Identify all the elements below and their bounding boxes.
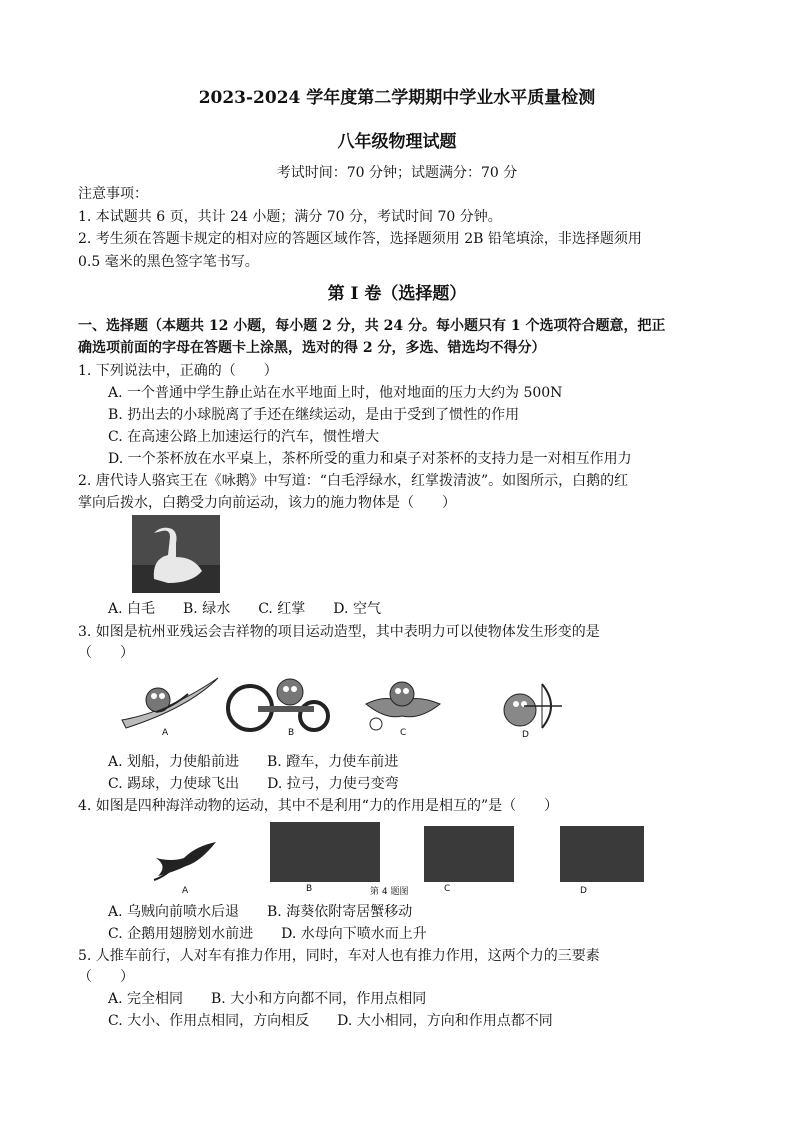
notice-line-2: 2. 考生须在答题卡规定的相对应的答题区域作答，选择题须用 2B 铅笔填涂，非选择题须用 <box>78 231 642 247</box>
q1-option-b: B. 扔出去的小球脱离了手还在继续运动，是由于受到了惯性的作用 <box>108 407 520 423</box>
q4-label-b: B <box>306 884 313 894</box>
q1-option-d: D. 一个茶杯放在水平桌上，茶杯所受的重力和桌子对茶杯的支持力是一对相互作用力 <box>108 451 632 467</box>
mascot-rowing-image <box>118 672 222 734</box>
jellyfish-photo <box>560 826 644 882</box>
notice-line-1: 1. 本试题共 6 页，共计 24 小题；满分 70 分，考试时间 70 分钟。 <box>78 209 502 225</box>
goose-photo <box>132 515 220 593</box>
q4-label-d: D <box>580 886 587 896</box>
q3-label-b: B <box>288 728 295 738</box>
exam-title: 2023-2024 学年度第二学期期中学业水平质量检测 <box>198 88 596 108</box>
section-title: 第 I 卷（选择题） <box>327 284 467 304</box>
q3-options-row-2: C. 踢球，力使球飞出 D. 拉弓，力使弓变弯 <box>108 776 399 792</box>
q3-label-d: D <box>522 730 529 740</box>
q3-label-a: A <box>162 728 169 738</box>
q2-options: A. 白毛 B. 绿水 C. 红掌 D. 空气 <box>108 601 381 617</box>
q4-options-row-1: A. 乌贼向前喷水后退 B. 海葵依附寄居蟹移动 <box>108 904 413 920</box>
q3-stem-1: 3. 如图是杭州亚残运会吉祥物的项目运动造型，其中表明力可以使物体发生形变的是 <box>78 624 600 640</box>
q4-figure-caption: 第 4 题图 <box>370 887 409 897</box>
q1-option-c: C. 在高速公路上加速运行的汽车，惯性增大 <box>108 429 380 445</box>
notice-line-2-cont: 0.5 毫米的黑色签字笔书写。 <box>78 254 259 270</box>
q4-label-c: C <box>444 884 451 894</box>
q3-label-c: C <box>400 728 407 738</box>
q1-stem: 1. 下列说法中，正确的（ ） <box>78 363 278 379</box>
q2-stem-1: 2. 唐代诗人骆宾王在《咏鹅》中写道：“白毛浮绿水，红掌拨清波”。如图所示，白鹅的红 <box>78 473 629 489</box>
section-instructions-2: 确选项前面的字母在答题卡上涂黑，选对的得 2 分，多选、错选均不得分） <box>78 340 546 356</box>
q3-stem-2: （ ） <box>78 645 134 661</box>
section-instructions-1: 一、选择题（本题共 12 小题，每小题 2 分，共 24 分。每小题只有 1 个选项符合题意，把正 <box>78 318 666 334</box>
q5-options-row-1: A. 完全相同 B. 大小和方向都不同，作用点相同 <box>108 991 427 1007</box>
q4-stem: 4. 如图是四种海洋动物的运动，其中不是利用“力的作用是相互的”是（ ） <box>78 798 559 814</box>
penguin-photo <box>424 826 514 882</box>
q5-options-row-2: C. 大小、作用点相同，方向相反 D. 大小相同，方向和作用点都不同 <box>108 1013 553 1029</box>
q2-stem-2: 掌向后拨水，白鹅受力向前运动，该力的施力物体是（ ） <box>78 495 456 511</box>
mascot-wheelchair-image <box>222 676 338 734</box>
q5-stem-1: 5. 人推车前行，人对车有推力作用，同时，车对人也有推力作用，这两个力的三要素 <box>78 948 600 964</box>
q4-label-a: A <box>182 886 189 896</box>
notice-heading: 注意事项： <box>78 186 148 202</box>
mascot-football-image <box>362 676 444 734</box>
squid-image <box>150 832 222 884</box>
q3-options-row-1: A. 划船，力使船前进 B. 蹬车，力使车前进 <box>108 754 399 770</box>
anemone-crab-photo <box>270 822 380 882</box>
mascot-archery-image <box>494 680 564 732</box>
q4-options-row-2: C. 企鹅用翅膀划水前进 D. 水母向下喷水而上升 <box>108 926 427 942</box>
exam-info: 考试时间：70 分钟；试题满分：70 分 <box>276 165 518 181</box>
exam-subtitle: 八年级物理试题 <box>337 132 457 152</box>
q1-option-a: A. 一个普通中学生静止站在水平地面上时，他对地面的压力大约为 500N <box>108 385 563 401</box>
q5-stem-2: （ ） <box>78 969 134 985</box>
